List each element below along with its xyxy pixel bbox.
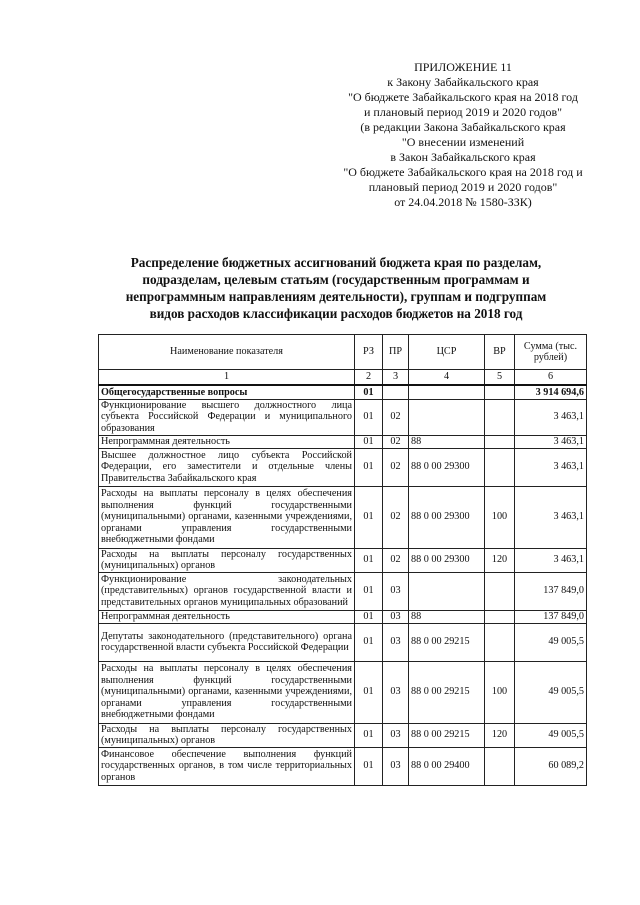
row-pr — [383, 385, 409, 399]
row-pr: 03 — [383, 747, 409, 785]
row-sum: 3 914 694,6 — [515, 385, 587, 399]
row-pr: 02 — [383, 435, 409, 448]
column-number: 2 — [355, 370, 383, 386]
row-sum: 3 463,1 — [515, 448, 587, 486]
row-csr — [409, 572, 485, 610]
table-row — [99, 572, 587, 610]
row-name: Непрограммная деятельность — [99, 435, 355, 448]
row-vr — [485, 572, 515, 610]
row-pr: 03 — [383, 661, 409, 723]
row-csr: 88 0 00 29215 — [409, 623, 485, 661]
title-line: подразделам, целевым статьям (государственным программам и — [142, 272, 530, 287]
row-vr — [485, 610, 515, 623]
row-vr: 100 — [485, 486, 515, 548]
column-number: 3 — [383, 370, 409, 386]
header-pr: ПР — [383, 335, 409, 370]
row-vr: 120 — [485, 723, 515, 747]
appendix-line: к Закону Забайкальского края — [387, 75, 539, 89]
row-name: Депутаты законодательного (представительного) органа государственной власти субъекта Российской Федерации — [99, 623, 355, 661]
row-rz: 01 — [355, 399, 383, 435]
table-row — [99, 623, 587, 661]
header-name: Наименование показателя — [99, 335, 355, 370]
header-csr: ЦСР — [409, 335, 485, 370]
table-row — [99, 448, 587, 486]
row-csr: 88 0 00 29300 — [409, 486, 485, 548]
title-line: Распределение бюджетных ассигнований бюджета края по разделам, — [130, 255, 542, 270]
row-rz: 01 — [355, 435, 383, 448]
row-rz: 01 — [355, 661, 383, 723]
table-row — [99, 385, 587, 399]
row-name: Функционирование высшего должностного лица субъекта Российской Федерации и муниципального образования — [99, 399, 355, 435]
row-sum: 137 849,0 — [515, 572, 587, 610]
table-row — [99, 399, 587, 435]
column-number-row — [99, 370, 587, 386]
row-pr: 02 — [383, 448, 409, 486]
appendix-line: и плановый период 2019 и 2020 годов" — [363, 105, 563, 119]
row-pr: 03 — [383, 623, 409, 661]
row-sum: 3 463,1 — [515, 435, 587, 448]
row-sum: 49 005,5 — [515, 723, 587, 747]
title-line: непрограммным направлениям деятельности), группам и подгруппам — [125, 289, 547, 304]
row-csr: 88 — [409, 610, 485, 623]
row-sum: 49 005,5 — [515, 623, 587, 661]
row-name: Непрограммная деятельность — [99, 610, 355, 623]
row-name: Высшее должностное лицо субъекта Российской Федерации, его заместители и отдельные члены Правительства Забайкальского края — [99, 448, 355, 486]
appendix-header — [318, 60, 608, 210]
row-rz: 01 — [355, 747, 383, 785]
appendix-line: (в редакции Закона Забайкальского края — [360, 120, 566, 134]
row-rz: 01 — [355, 623, 383, 661]
row-csr: 88 0 00 29300 — [409, 548, 485, 572]
row-rz: 01 — [355, 385, 383, 399]
row-sum: 3 463,1 — [515, 486, 587, 548]
row-pr: 02 — [383, 486, 409, 548]
row-vr: 100 — [485, 661, 515, 723]
appendix-line: "О бюджете Забайкальского края на 2018 год — [348, 90, 578, 104]
table-row — [99, 610, 587, 623]
row-csr: 88 0 00 29400 — [409, 747, 485, 785]
appendix-line: ПРИЛОЖЕНИЕ 11 — [414, 60, 512, 74]
row-csr — [409, 385, 485, 399]
column-number: 6 — [515, 370, 587, 386]
row-pr: 02 — [383, 548, 409, 572]
column-number: 1 — [99, 370, 355, 386]
row-rz: 01 — [355, 448, 383, 486]
row-pr: 02 — [383, 399, 409, 435]
row-name: Функционирование законодательных (представительных) органов государственной власти и представительных органов муниципальных образований — [99, 572, 355, 610]
row-csr — [409, 399, 485, 435]
appendix-line: от 24.04.2018 № 1580-ЗЗК) — [394, 195, 532, 209]
header-rz: РЗ — [355, 335, 383, 370]
header-vr: ВР — [485, 335, 515, 370]
row-vr — [485, 399, 515, 435]
row-vr: 120 — [485, 548, 515, 572]
row-rz: 01 — [355, 548, 383, 572]
budget-table — [98, 334, 587, 786]
document-title — [96, 254, 576, 322]
row-sum: 3 463,1 — [515, 399, 587, 435]
row-name: Расходы на выплаты персоналу государственных (муниципальных) органов — [99, 548, 355, 572]
row-vr — [485, 623, 515, 661]
row-sum: 49 005,5 — [515, 661, 587, 723]
row-rz: 01 — [355, 572, 383, 610]
table-row — [99, 486, 587, 548]
appendix-line: в Закон Забайкальского края — [390, 150, 536, 164]
row-name: Расходы на выплаты персоналу в целях обеспечения выполнения функций государственными (муниципальными) органами, казенными учреждениями, органами управления государственными внебюджетными фондами — [99, 661, 355, 723]
row-vr — [485, 747, 515, 785]
row-csr: 88 0 00 29215 — [409, 661, 485, 723]
row-csr: 88 0 00 29215 — [409, 723, 485, 747]
row-vr — [485, 435, 515, 448]
appendix-line: плановый период 2019 и 2020 годов" — [368, 180, 558, 194]
row-csr: 88 0 00 29300 — [409, 448, 485, 486]
appendix-line: "О бюджете Забайкальского края на 2018 год и — [343, 165, 583, 179]
table-row — [99, 661, 587, 723]
table-row — [99, 723, 587, 747]
row-vr — [485, 385, 515, 399]
appendix-line: "О внесении изменений — [401, 135, 525, 149]
row-sum: 137 849,0 — [515, 610, 587, 623]
column-number: 5 — [485, 370, 515, 386]
row-sum: 60 089,2 — [515, 747, 587, 785]
header-row — [99, 335, 587, 370]
table-row — [99, 747, 587, 785]
row-name: Расходы на выплаты персоналу государственных (муниципальных) органов — [99, 723, 355, 747]
column-number: 4 — [409, 370, 485, 386]
row-vr — [485, 448, 515, 486]
row-rz: 01 — [355, 610, 383, 623]
row-name: Расходы на выплаты персоналу в целях обеспечения выполнения функций государственными (муниципальными) органами, казенными учреждениями, органами управления государственными внебюджетными фондами — [99, 486, 355, 548]
row-sum: 3 463,1 — [515, 548, 587, 572]
title-line: видов расходов классификации расходов бюджетов на 2018 год — [149, 306, 523, 321]
row-pr: 03 — [383, 572, 409, 610]
row-pr: 03 — [383, 610, 409, 623]
row-rz: 01 — [355, 486, 383, 548]
row-rz: 01 — [355, 723, 383, 747]
row-csr: 88 — [409, 435, 485, 448]
table-row — [99, 435, 587, 448]
row-name: Общегосударственные вопросы — [99, 385, 355, 399]
header-sum: Сумма (тыс. рублей) — [515, 335, 587, 370]
row-name: Финансовое обеспечение выполнения функций государственных органов, в том числе территориальных органов — [99, 747, 355, 785]
row-pr: 03 — [383, 723, 409, 747]
table-row — [99, 548, 587, 572]
